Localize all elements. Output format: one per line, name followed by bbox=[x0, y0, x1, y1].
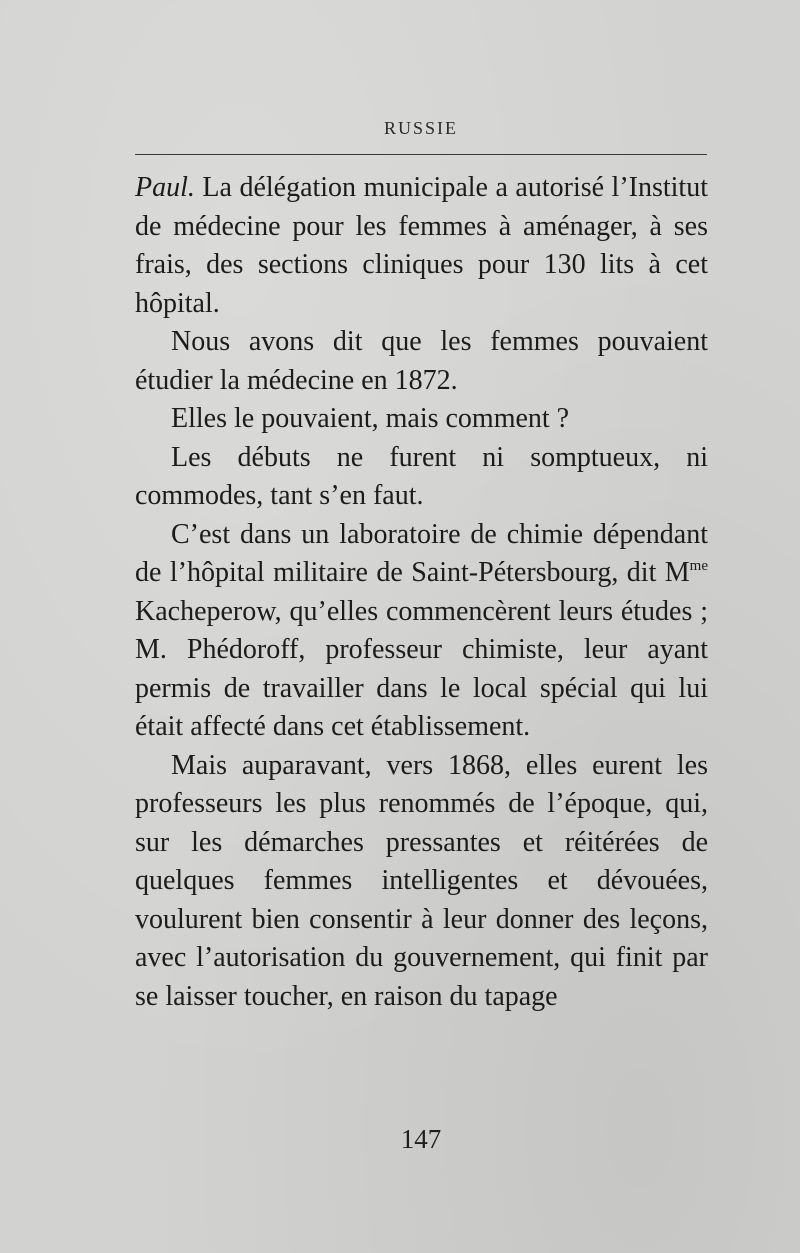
paragraph-5-text-b: Kacheperow, qu’elles commencèrent leurs études ; M. Phédoroff, professeur chimiste, leur ayant permis de travailler dans le local spécial qui lui était affecté dans cet établissement. bbox=[135, 595, 708, 742]
paragraph-1-text: La délégation municipale a autorisé l’Institut de médecine pour les femmes à aménager, à ses frais, des sections cliniques pour 130 lits à cet hôpital. bbox=[135, 172, 708, 319]
body-text bbox=[135, 169, 708, 1016]
paragraph-3: Elles le pouvaient, mais comment ? bbox=[171, 403, 570, 434]
paragraph-4: Les débuts ne furent ni somptueux, ni commodes, tant s’en faut. bbox=[135, 441, 708, 511]
paragraph-1-lead: Paul. bbox=[135, 172, 195, 203]
paragraph-5-text-a: C’est dans un laboratoire de chimie dépendant de l’hôpital militaire de Saint-Pétersbourg, dit M bbox=[135, 518, 708, 588]
page-number: 147 bbox=[400, 1124, 442, 1154]
running-head: RUSSIE bbox=[383, 118, 458, 138]
header-rule bbox=[135, 154, 707, 155]
paragraph-5 bbox=[135, 516, 708, 747]
paragraph-5-superscript: me bbox=[689, 558, 708, 574]
paragraph-2: Nous avons dit que les femmes pouvaient étudier la médecine en 1872. bbox=[135, 326, 708, 396]
paragraph-1 bbox=[135, 169, 708, 323]
paragraph-6: Mais auparavant, vers 1868, elles eurent les professeurs les plus renommés de l’époque, qui, sur les démarches pressantes et réitérées de quelques femmes intelligentes et dévouées, voulurent bien consentir à leur donner des leçons, avec l’autorisation du gouvernement, qui finit par se laisser toucher, en raison du tapage bbox=[135, 749, 708, 1012]
